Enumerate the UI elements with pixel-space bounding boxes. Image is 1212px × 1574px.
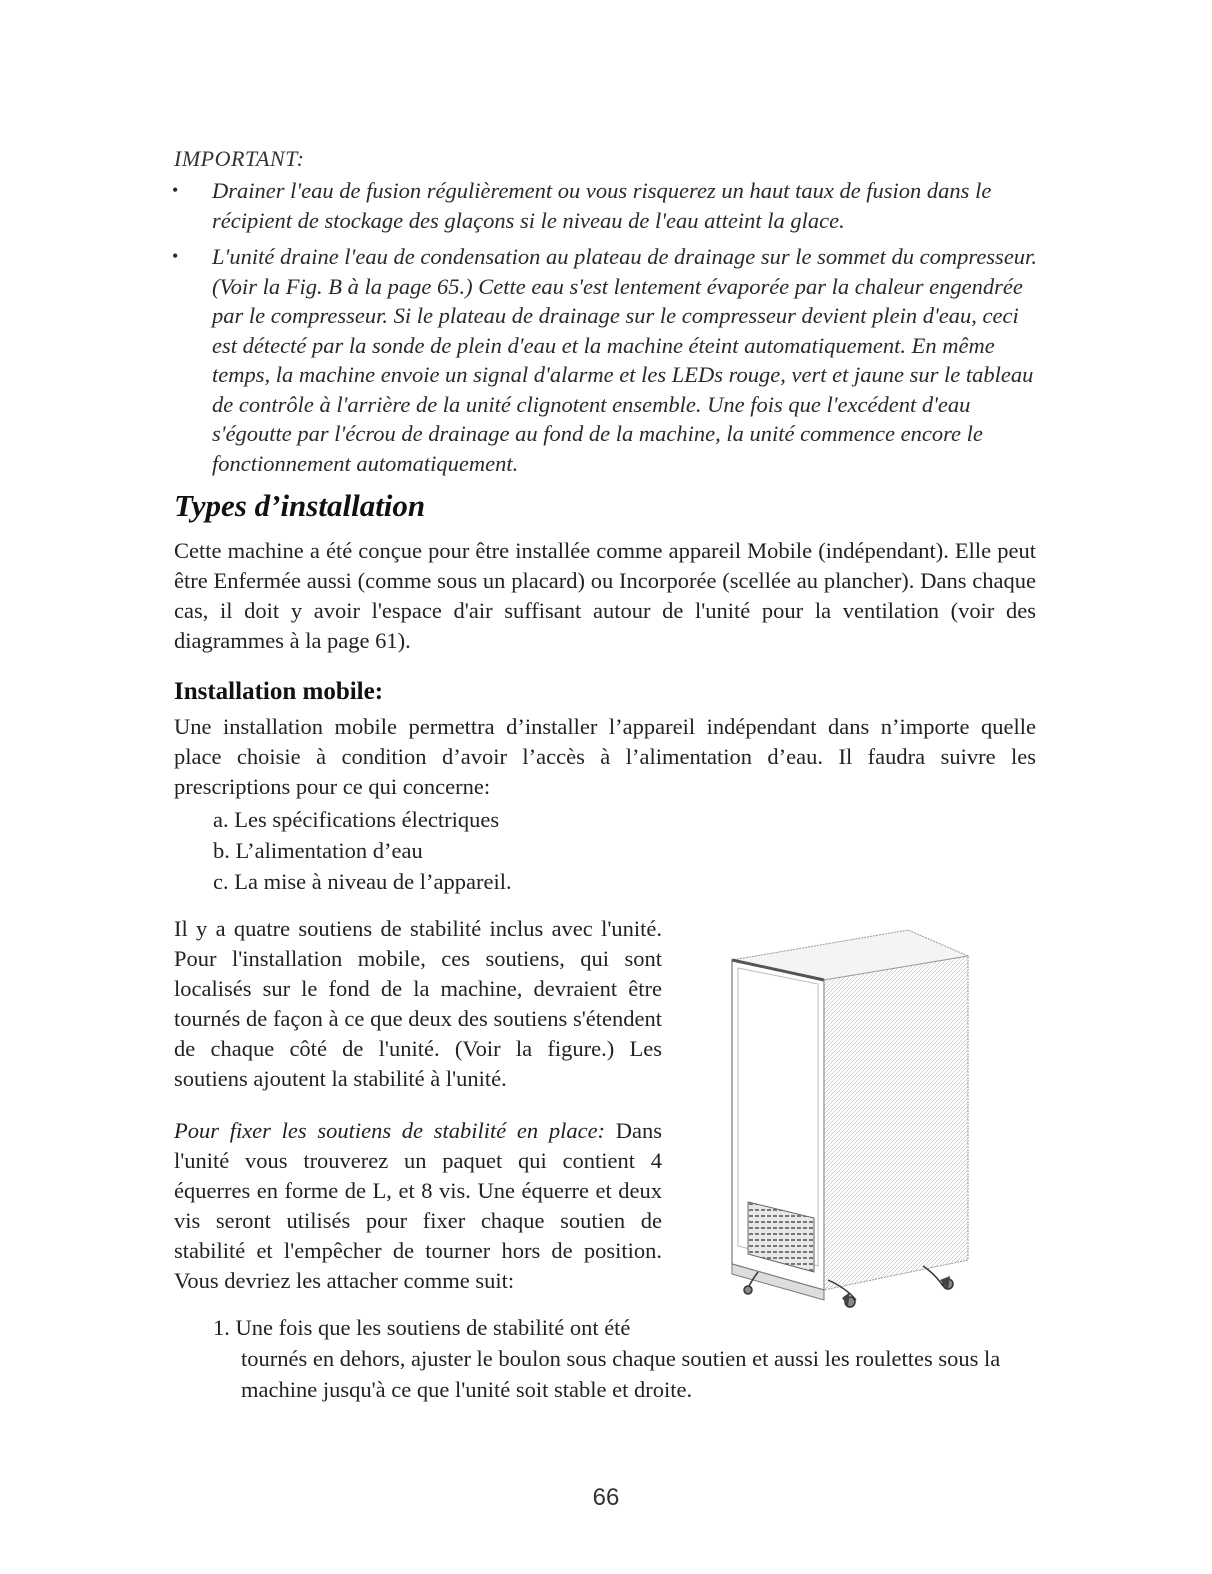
step-1: [213, 1312, 1033, 1405]
important-bullet-list: [172, 176, 1042, 485]
fix-text: Dans l'unité vous trouverez un paquet qui contient 4 équerres en forme de L, et 8 vis. Une équerre et deux vis seront utilisés pour fixer chaque soutien de stabilité et l'empêcher de tourner hors de position. Vous devriez les attacher comme suit:: [174, 1118, 662, 1293]
bullet-text: Drainer l'eau de fusion régulièrement ou vous risquerez un haut taux de fusion dans le récipient de stockage des glaçons si le niveau de l'eau atteint la glace.: [212, 178, 992, 233]
fix-heading: Pour fixer les soutiens de stabilité en place:: [174, 1118, 606, 1143]
step-1-first-line: 1. Une fois que les soutiens de stabilité ont été: [213, 1315, 631, 1340]
list-item: a. Les spécifications électriques: [213, 807, 500, 832]
fix-paragraph: [174, 1116, 662, 1296]
stability-paragraph: Il y a quatre soutiens de stabilité inclus avec l'unité. Pour l'installation mobile, ces soutiens, qui sont localisés sur le fond de la machine, devraient être tournés de façon à ce que deux des soutiens s'étendent de chaque côté de l'unité. (Voir la figure.) Les soutiens ajoutent la stabilité à l'unité.: [174, 916, 662, 1091]
bullet-icon: •: [172, 246, 179, 266]
step-1-rest: tournés en dehors, ajuster le boulon sous chaque soutien et aussi les roulettes sous la machine jusqu'à ce que l'unité soit stable et droite.: [241, 1346, 1001, 1402]
mobile-paragraph: Une installation mobile permettra d’installer l’appareil indépendant dans n’importe quelle place choisie à condition d’avoir l’accès à l’alimentation d’eau. Il faudra suivre les prescriptions pour ce qui concerne:: [174, 714, 1036, 799]
section-title: Types d’installation: [174, 488, 426, 523]
page-number: 66: [592, 1484, 620, 1511]
list-item: b. L’alimentation d’eau: [213, 838, 423, 863]
requirements-list: [213, 804, 512, 897]
bullet-icon: •: [172, 180, 179, 200]
intro-paragraph: Cette machine a été conçue pour être installée comme appareil Mobile (indépendant). Elle peut être Enfermée aussi (comme sous un placard) ou Incorporée (scellée au plancher). Dans chaque cas, il doit y avoir l'espace d'air suffisant autour de l'unité pour la ventilation (voir des diagrammes à la page 61).: [174, 538, 1036, 653]
list-item: [172, 176, 1042, 235]
subsection-title: Installation mobile:: [174, 678, 384, 705]
ice-machine-figure: [718, 920, 974, 1312]
important-label: IMPORTANT:: [174, 146, 305, 171]
list-item: c. La mise à niveau de l’appareil.: [213, 869, 512, 894]
bullet-text: L'unité draine l'eau de condensation au plateau de drainage sur le sommet du compresseur. (Voir la Fig. B à la page 65.) Cette eau s'est lentement évaporée par la chaleur engendrée par le compresseur. Si le plateau de drainage sur le compresseur devient plein d'eau, ceci est détecté par la sonde de plein d'eau et la machine éteint automatiquement. En même temps, la machine envoie un signal d'alarme et les LEDs rouge, vert et jaune sur le tableau de contrôle à l'arrière de la unité clignotent ensemble. Une fois que l'excédent d'eau s'égoutte par l'écrou de drainage au fond de la machine, la unité commence encore le fonctionnement automatiquement.: [212, 244, 1037, 476]
list-item: [172, 242, 1042, 478]
